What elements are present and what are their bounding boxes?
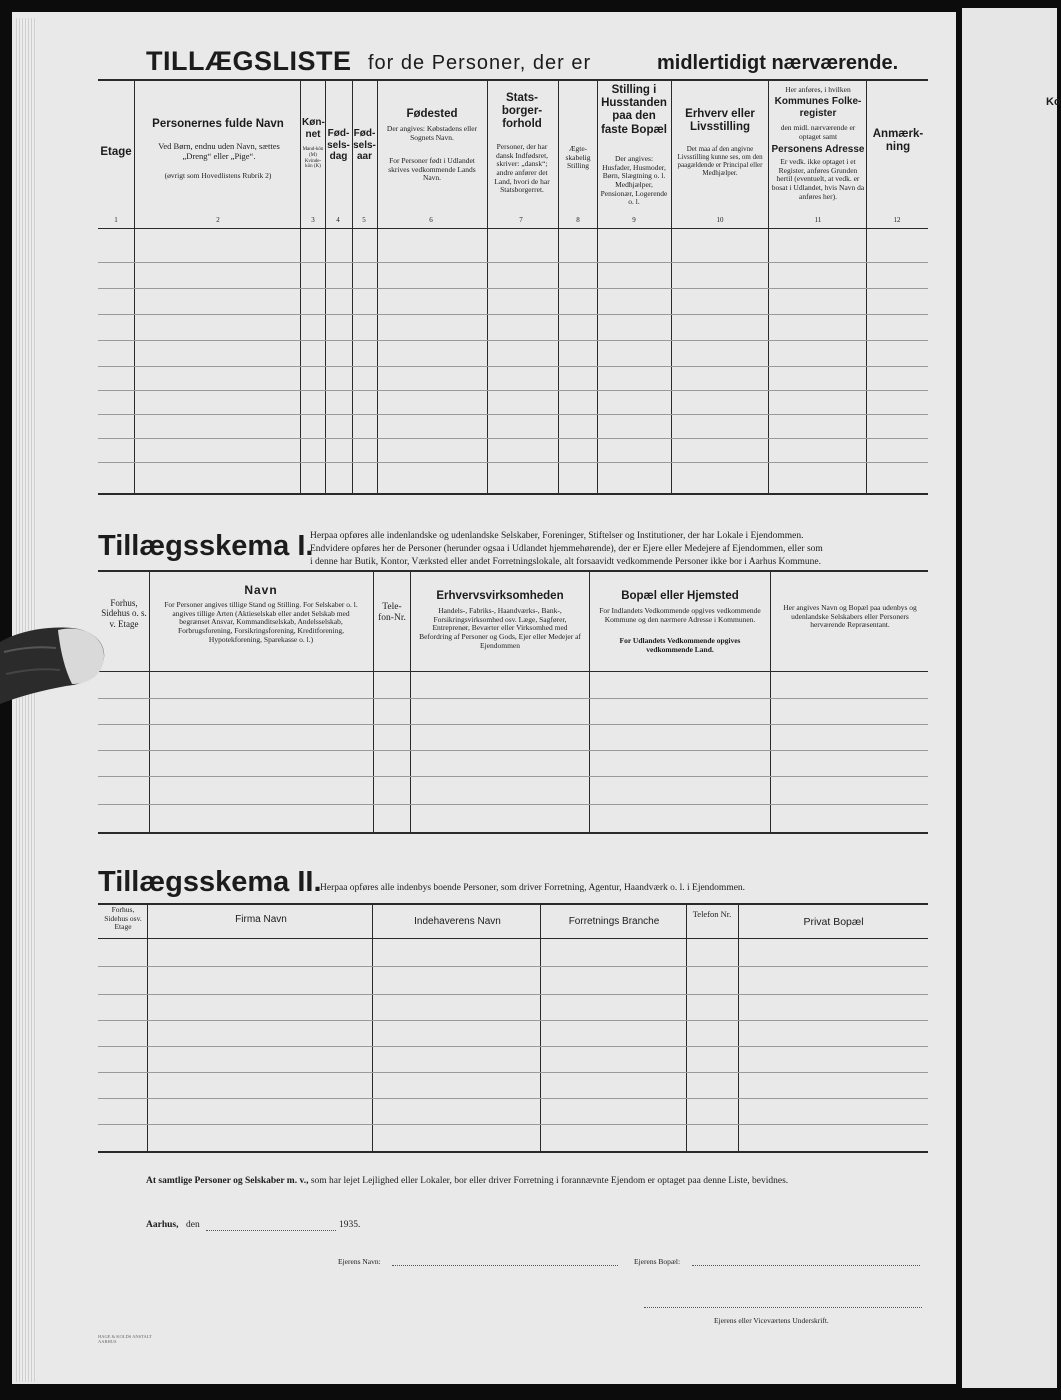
col-num-9: 9 xyxy=(632,216,636,224)
year-label: 1935. xyxy=(339,1220,361,1230)
main-row-rule-5 xyxy=(98,390,928,391)
signature-field[interactable] xyxy=(644,1307,922,1308)
s1-col-address-desc2: For Udlandets Vedkommende opgives vedkommende Land. xyxy=(619,636,741,654)
col-gender-desc: Mand-kön (M) Kvinde-kön (K) xyxy=(302,147,324,170)
s1-col-line-2 xyxy=(410,571,411,833)
col-num-3: 3 xyxy=(311,216,315,224)
form-title-middle: for de Personer, der er xyxy=(368,52,592,74)
main-col-line-0 xyxy=(134,80,135,494)
col-num-10: 10 xyxy=(716,216,724,224)
main-row-rule-2 xyxy=(98,314,928,315)
skema2-top-border xyxy=(98,903,928,905)
col-birthyear-header: Fød-sels-aar xyxy=(353,128,376,162)
col-occupation-desc: Det maa af den angivne Livsstilling kunne ses, om den paagældende er Principal eller Medhjælper. xyxy=(677,145,763,178)
main-row-rule-3 xyxy=(98,340,928,341)
form-title-end: midlertidigt nærværende. xyxy=(657,52,899,74)
main-table-header-border xyxy=(98,228,928,229)
main-table-bottom-border xyxy=(98,493,928,495)
main-col-line-10 xyxy=(866,80,867,494)
certification-text xyxy=(146,1176,788,1186)
col-register-address-header: Personens Adresse xyxy=(771,144,865,155)
s1-row-rule-2 xyxy=(98,750,928,751)
main-row-rule-6 xyxy=(98,414,928,415)
next-page-label: Ko xyxy=(1046,96,1061,108)
col-register-header: Kommunes Folke-register xyxy=(774,96,862,119)
col-household-desc: Der angives: Husfader, Husmoder, Børn, Slægtning o. l. Medhjælper, Pensionær, Logerende o. l. xyxy=(600,154,668,207)
main-row-rule-4 xyxy=(98,366,928,367)
date-label: den xyxy=(186,1220,200,1230)
col-num-2: 2 xyxy=(216,216,220,224)
col-num-7: 7 xyxy=(519,216,523,224)
col-remarks-header: Anmærk-ning xyxy=(872,128,924,154)
s2-row-rule-0 xyxy=(98,966,928,967)
s2-col-line-2 xyxy=(540,904,541,1152)
s2-row-rule-6 xyxy=(98,1124,928,1125)
main-col-line-9 xyxy=(768,80,769,494)
s1-row-rule-3 xyxy=(98,776,928,777)
owner-address-label: Ejerens Bopæl: xyxy=(634,1257,681,1266)
s1-row-rule-1 xyxy=(98,724,928,725)
thumb-image xyxy=(0,612,110,710)
col-num-5: 5 xyxy=(362,216,366,224)
s1-col-name-header: Navn xyxy=(244,583,278,597)
s1-col-line-4 xyxy=(770,571,771,833)
col-num-4: 4 xyxy=(336,216,340,224)
col-name-note: (øvrigt som Hovedlistens Rubrik 2) xyxy=(164,171,272,180)
s1-col-line-3 xyxy=(589,571,590,833)
col-etage-header: Etage xyxy=(100,146,132,158)
skema1-title: Tillægsskema I. xyxy=(98,530,314,562)
s2-row-rule-2 xyxy=(98,1020,928,1021)
col-num-8: 8 xyxy=(576,216,580,224)
main-col-line-1 xyxy=(300,80,301,494)
s1-col-phone-header: Tele-fon-Nr. xyxy=(378,602,406,623)
s2-col-line-1 xyxy=(372,904,373,1152)
s2-row-rule-1 xyxy=(98,994,928,995)
col-occupation-header: Erhverv eller Livsstilling xyxy=(685,108,755,134)
col-num-6: 6 xyxy=(429,216,433,224)
main-row-rule-7 xyxy=(98,438,928,439)
main-col-line-5 xyxy=(487,80,488,494)
main-row-rule-8 xyxy=(98,462,928,463)
s2-row-rule-5 xyxy=(98,1098,928,1099)
s1-col-etage-header: Forhus, Sidehus o. s. v. Etage xyxy=(101,598,147,629)
s1-col-line-0 xyxy=(149,571,150,833)
signature-label: Ejerens eller Viceværtens Underskrift. xyxy=(714,1316,829,1325)
s2-col-line-3 xyxy=(686,904,687,1152)
skema1-desc-line2: Endvidere opføres her de Personer (herunder ogsaa i Udlandet hjemmehørende), der er Ejere eller Medejere af Ejendommen, eller som xyxy=(310,544,823,554)
s2-col-line-0 xyxy=(147,904,148,1152)
main-row-rule-0 xyxy=(98,262,928,263)
col-register-desc: den midl. nærværende er optaget samt xyxy=(780,123,856,141)
s1-row-rule-0 xyxy=(98,698,928,699)
next-page xyxy=(962,8,1061,1388)
s1-col-address-desc: For Indlandets Vedkommende opgives vedkommende Kommune og den nærmere Adresse i Kommunen. xyxy=(599,606,761,624)
s1-col-address-header: Bopæl eller Hjemsted xyxy=(621,590,739,602)
col-name-header: Personernes fulde Navn xyxy=(152,118,284,130)
main-col-line-6 xyxy=(558,80,559,494)
certification-rest: som har lejet Lejlighed eller Lokaler, bor eller driver Forretning i forannævnte Ejendom er optaget paa denne Liste, bevidnes. xyxy=(310,1176,789,1186)
col-num-1: 1 xyxy=(114,216,118,224)
s1-col-name-desc: For Personer angives tillige Stand og Stilling. For Selskaber o. l. angives tillige Arten (Aktieselskab eller andet Selskab med begrænset Ansvar, Kommanditselskab, Andelsselskab, Forbrugsforening, Forsikringsforening, Kreditforening, Hypotekforening, Sparekasse o. l.) xyxy=(164,600,358,644)
s2-col-address-header: Privat Bopæl xyxy=(803,916,864,928)
col-name-desc: Ved Børn, endnu uden Navn, sættes „Dreng“ eller „Pige“. xyxy=(158,141,280,161)
owner-name-label: Ejerens Navn: xyxy=(338,1257,381,1266)
col-marital-header: Ægte-skabelig Stilling xyxy=(565,144,591,171)
skema2-title: Tillægsskema II. xyxy=(98,866,322,898)
s2-row-rule-3 xyxy=(98,1046,928,1047)
col-household-header: Stilling i Husstanden paa den faste Bopæl xyxy=(601,84,667,136)
s2-col-owner-header: Indehaverens Navn xyxy=(414,916,501,927)
main-col-line-4 xyxy=(377,80,378,494)
main-table-top-border xyxy=(98,79,928,81)
col-birthplace-desc: Der angives: Købstadens eller Sognets Navn. xyxy=(386,124,478,142)
main-col-line-8 xyxy=(671,80,672,494)
s2-col-firm-header: Firma Navn xyxy=(235,914,287,925)
col-num-12: 12 xyxy=(893,216,901,224)
col-gender-header: Køn-net xyxy=(302,117,325,140)
skema2-bottom-border xyxy=(98,1151,928,1153)
s1-row-rule-4 xyxy=(98,804,928,805)
s2-col-line-4 xyxy=(738,904,739,1152)
skema1-header-border xyxy=(98,671,928,672)
owner-address-field[interactable] xyxy=(692,1265,920,1266)
certification-bold: At samtlige Personer og Selskaber m. v., xyxy=(146,1176,309,1186)
skema2-header-border xyxy=(98,938,928,939)
skema2-desc: Herpaa opføres alle indenbys boende Personer, som driver Forretning, Agentur, Haandværk o. l. i Ejendommen. xyxy=(320,883,746,893)
s1-col-line-1 xyxy=(373,571,374,833)
s2-row-rule-4 xyxy=(98,1072,928,1073)
main-col-line-7 xyxy=(597,80,598,494)
main-row-rule-1 xyxy=(98,288,928,289)
owner-name-field[interactable] xyxy=(392,1265,618,1266)
col-citizenship-header: Stats-borger-forhold xyxy=(501,92,543,131)
col-num-11: 11 xyxy=(814,216,822,224)
skema1-desc-line1: Herpaa opføres alle indenlandske og udenlandske Selskaber, Foreninger, Stiftelser og Institutioner, der har Lokale i Ejendommen. xyxy=(310,531,804,541)
city-label: Aarhus, xyxy=(146,1220,179,1230)
s1-col-business-desc: Handels-, Fabriks-, Haandværks-, Bank-, Forsikringsvirksomhed osv. Læge, Sagfører, Entreprenør, Beværter eller Virksomhed med Befordring af Personer og Gods, Ejer eller Medejer af Ejendommen xyxy=(419,606,581,650)
col-register-pre: Her anføres, i hvilken xyxy=(785,85,851,94)
printer-mark: HAGE & KOLDS ANSTALT AARHUS xyxy=(98,1334,152,1345)
s2-col-etage-header: Forhus, Sidehus osv. Etage xyxy=(104,905,142,932)
skema1-desc-line3: i denne har Butik, Kontor, Værksted eller andet Forretningslokale, alt forsaavidt vedkommende Personer ikke bor i Aarhus Kommune. xyxy=(310,557,822,567)
col-birthday-header: Fød-sels-dag xyxy=(327,128,350,162)
s1-col-business-header: Erhvervsvirksomheden xyxy=(436,590,564,602)
skema1-bottom-border xyxy=(98,832,928,834)
s2-col-branch-header: Forretnings Branche xyxy=(568,916,660,927)
col-birthplace-note: For Personer født i Udlandet skrives vedkommende Lands Navn. xyxy=(388,156,476,183)
skema1-top-border xyxy=(98,570,928,572)
form-title: TILLÆGSLISTE xyxy=(146,46,352,76)
col-citizenship-desc: Personer, der har dansk Indfødsret, skriver: „dansk“; andre anfører det Land, hvori de har Statsborgerret. xyxy=(494,142,550,195)
s2-col-phone-header: Telefon Nr. xyxy=(692,909,732,919)
col-birthplace-header: Fødested xyxy=(406,108,458,120)
s1-col-representative-header: Her angives Navn og Bopæl paa udenbys og udenlandske Selskabers eller Personers herværende Repræsentant. xyxy=(783,603,917,630)
date-field[interactable] xyxy=(206,1230,336,1231)
col-register-note: Er vedk. ikke optaget i et Register, anføres Grunden hertil (eventuelt, at vedk. er bosat i Udlandet, hvis Navn da anføres her). xyxy=(771,157,865,201)
